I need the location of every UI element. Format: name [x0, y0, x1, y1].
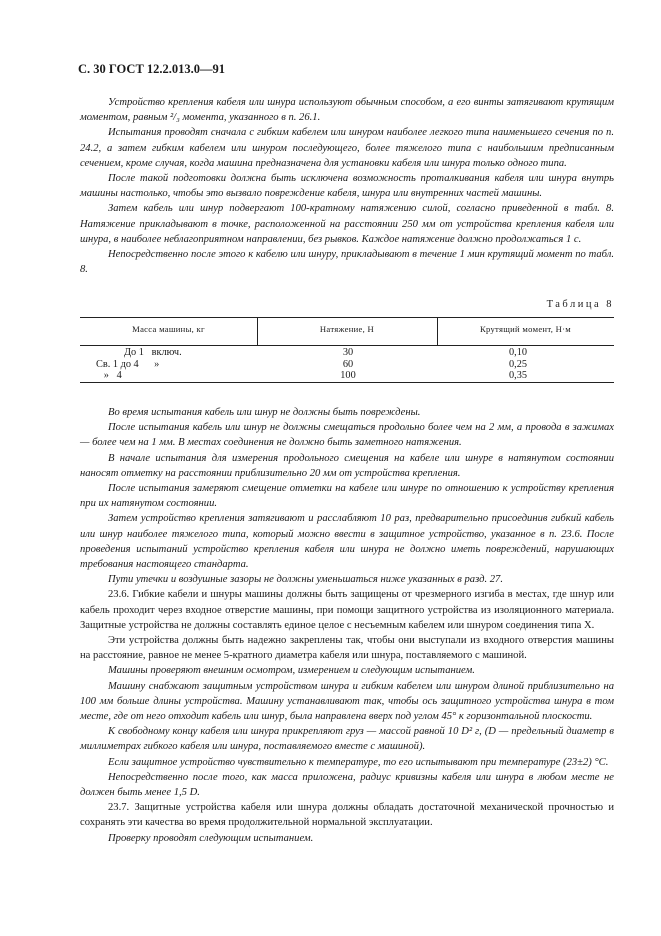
paragraph: 23.6. Гибкие кабели и шнуры машины должны быть защищены от чрезмерного изгиба в местах, где шнур или кабель проходит через входное отверстие машины, при помощи защитного устройства из изоляционного материала. Защитные устройства не должны составлять единое целое с несъемным кабелем или шнуром соединения типа X. [80, 589, 614, 631]
paragraph: Испытания проводят сначала с гибким кабелем или шнуром наиболее легкого типа наименьшего сечения по п. 24.2, а затем гибким кабелем или шнуром последующего, более тяжелого типа с наибольшим предписанным сечением, кроме случая, когда машина предназначена для установки кабеля или шнура только одного типа. [80, 127, 614, 169]
table-cell: 0,35 [508, 370, 528, 381]
page-header: С. 30 ГОСТ 12.2.013.0—91 [78, 62, 226, 76]
table-column-mass [96, 347, 182, 382]
paragraph: Если защитное устройство чувствительно к температуре, то его испытывают при температуре (23±2) °C. [108, 756, 609, 768]
paragraph: Непосредственно после того, как масса приложена, радиус кривизны кабеля или шнура в любом месте не должен быть менее 1,5 D. [80, 771, 614, 799]
paragraph: Затем устройство крепления затягивают и расслабляют 10 раз, предварительно присоединив гибкий кабель или шнур наиболее тяжелого типа, который можно ввести в защитное устройство, указанное в п. 23.6. После проведения испытаний устройство крепления кабеля или шнура не должно иметь повреждений, нарушающих требования настоящего стандарта. [80, 513, 614, 571]
table-column-tension [318, 347, 378, 382]
table-cell: 0,10 [508, 347, 528, 358]
table-cell: 30 [342, 347, 354, 358]
paragraph: Проверку проводят следующим испытанием. [108, 832, 314, 844]
table-cell: 60 [342, 358, 354, 370]
paragraph: После испытания замеряют смещение отметки на кабеле или шнуре по отношению к устройству крепления при их натянутом состоянии. [80, 483, 614, 510]
paragraph: После такой подготовки должна быть исключена возможность проталкивания кабеля или шнура внутрь машины настолько, чтобы это вызвало повреждение кабеля, шнура или внутренних частей машины. [80, 173, 614, 200]
table-header-mass: Масса машины, кг [132, 324, 205, 334]
paragraph: Затем кабель или шнур подвергают 100-кратному натяжению силой, согласно приведенной в табл. 8. Натяжение прикладывают в точке, расположенной на расстоянии 250 мм от устройства крепления кабеля или шнура, в наиболее неблагоприятном направлении, без рывков. Каждое натяжение должно продолжаться 1 с. [80, 203, 614, 245]
text-block-top [80, 95, 614, 277]
table-cell: До 1 включ. [124, 347, 182, 358]
table-cell: 0,25 [508, 358, 528, 370]
paragraph: Машины проверяют внешним осмотром, измерением и следующим испытанием. [108, 665, 475, 677]
table-caption: Таблица 8 [546, 299, 614, 310]
paragraph: После испытания кабель или шнур не должны смещаться продольно более чем на 2 мм, а провода в зажимах — более чем на 1 мм. В местах соединения не должно быть заметного натяжения. [80, 422, 614, 449]
paragraph: Пути утечки и воздушные зазоры не должны уменьшаться ниже указанных в разд. 27. [108, 574, 503, 586]
table-header-tension: Натяжение, Н [319, 324, 375, 334]
paragraph: Устройство крепления кабеля или шнура используют обычным способом, а его винты затягивают крутящим моментом, равным ²/₃ момента, указанного в п. 26.1. [80, 97, 614, 124]
paragraph: В начале испытания для измерения продольного смещения на кабеле или шнуре в натянутом состоянии наносят отметку на расстоянии приблизительно 20 мм от устройства крепления. [80, 452, 614, 479]
paragraph: Машину снабжают защитным устройством шнура и гибким кабелем или шнуром длиной приблизительно на 100 мм больше длины устройства. Машину устанавливают так, чтобы ось защитного устройства шнура в том месте, где от него отходит кабель или шнур, была направлена вверх под углом 45° к горизонтальной плоскости. [80, 680, 614, 723]
table-8 [80, 317, 614, 383]
paragraph: Непосредственно после этого к кабелю или шнуру, прикладывают в течение 1 мин крутящий момент по табл. 8. [80, 249, 614, 276]
table-column-torque [488, 347, 548, 382]
paragraph: Эти устройства должны быть надежно закреплены так, чтобы они выступали из входного отверстия машины на расстояние, равное не менее 5-кратного диаметра кабеля или шнура, поставляемого с машиной. [80, 635, 614, 662]
table-cell: 100 [340, 370, 356, 381]
table-cell: » 4 [96, 370, 122, 381]
paragraph: 23.7. Защитные устройства кабеля или шнура должны обладать достаточной механической прочностью и сохранять эти качества во время продолжительной нормальной эксплуатации. [80, 802, 614, 829]
paragraph: К свободному концу кабеля или шнура прикрепляют груз — массой равной 10 D² г, (D — предельный диаметр в миллиметрах гибкого кабеля или шнура, поставляемого вместе с машиной). [80, 726, 614, 753]
text-block-bottom [80, 405, 614, 846]
table-header-torque: Крутящий момент, Н·м [479, 324, 572, 334]
paragraph: Во время испытания кабель или шнур не должны быть повреждены. [108, 407, 421, 418]
table-cell: Св. 1 до 4 » [96, 358, 160, 370]
